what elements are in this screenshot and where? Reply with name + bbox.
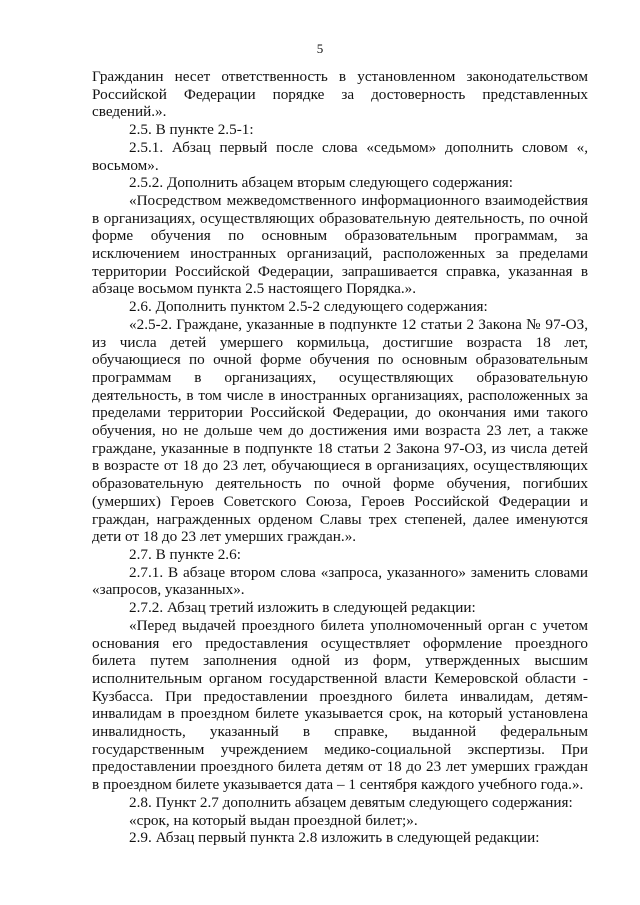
paragraph-2-6: 2.6. Дополнить пунктом 2.5-2 следующего содержания: [129,298,488,316]
paragraph-2-9: 2.9. Абзац первый пункта 2.8 изложить в следующей редакции: [129,829,540,847]
page-number: 5 [316,41,324,56]
paragraph-2-5-2-quote: «2.5-2. Граждане, указанные в подпункте 12 статьи 2 Закона № 97-ОЗ, из числа детей умершего кормильца, достигшие возраста 18 лет, обучающиеся по очной форме обучения по основным образовательным программам в организациях, осуществляющих образовательную деятельность, в том числе в иностранных организациях, расположенных за пределами территории Российской Федерации, до окончания ими такого обучения, но не дольше чем до достижения ими возраста 23 лет, а также граждане, указанные в подпункте 18 статьи 2 Закона 97-ОЗ, из числа детей в возрасте от 18 до 23 лет, обучающиеся в организациях, осуществляющих образовательную деятельность по очной форме обучения, погибших (умерших) Героев Советского Союза, Героев Российской Федерации и граждан, награжденных орденом Славы трех степеней, далее именуются дети от 18 до 23 лет умерших граждан.». [92,315,588,546]
paragraph-2-5: 2.5. В пункте 2.5-1: [129,121,254,139]
paragraph-responsibility: Гражданин несет ответственность в установленном законодательством Российской Федерации порядке за достоверность представленных сведений.». [92,68,588,121]
paragraph-interagency-quote: «Посредством межведомственного информационного взаимодействия в организациях, осуществляющих образовательную деятельность, по очной форме обучения по основным образовательным программам, за исключением иностранных организаций, расположенных за пределами территории Российской Федерации, запрашивается справка, указанная в абзаце восьмом пункта 2.5 настоящего Порядка.». [92,191,588,298]
paragraph-2-7: 2.7. В пункте 2.6: [129,545,241,563]
document-body [92,68,588,847]
paragraph-2-7-2: 2.7.2. Абзац третий изложить в следующей редакции: [129,599,476,617]
paragraph-2-5-2: 2.5.2. Дополнить абзацем вторым следующего содержания: [129,174,514,192]
paragraph-2-7-1: 2.7.1. В абзаце втором слова «запроса, указанного» заменить словами «запросов, указанных». [92,563,588,599]
paragraph-2-8: 2.8. Пункт 2.7 дополнить абзацем девятым следующего содержания: [129,793,573,811]
paragraph-2-5-1: 2.5.1. Абзац первый после слова «седьмом» дополнить словом «, восьмом». [92,138,588,174]
paragraph-ticket-quote: «Перед выдачей проездного билета уполномоченный орган с учетом основания его предоставления осуществляет оформление проездного билета путем заполнения одной из форм, утвержденных высшим исполнительным органом государственной власти Кемеровской области - Кузбасса. При предоставлении проездного билета инвалидам, детям-инвалидам в проездном билете указывается срок, на который установлена инвалидность, указанный в справке, выданной федеральным государственным учреждением медико-социальной экспертизы. При предоставлении проездного билета детям от 18 до 23 лет умерших граждан в проездном билете указывается дата – 1 сентября каждого учебного года.». [92,616,588,794]
paragraph-ticket-term-quote: «срок, на который выдан проездной билет;». [129,811,418,829]
